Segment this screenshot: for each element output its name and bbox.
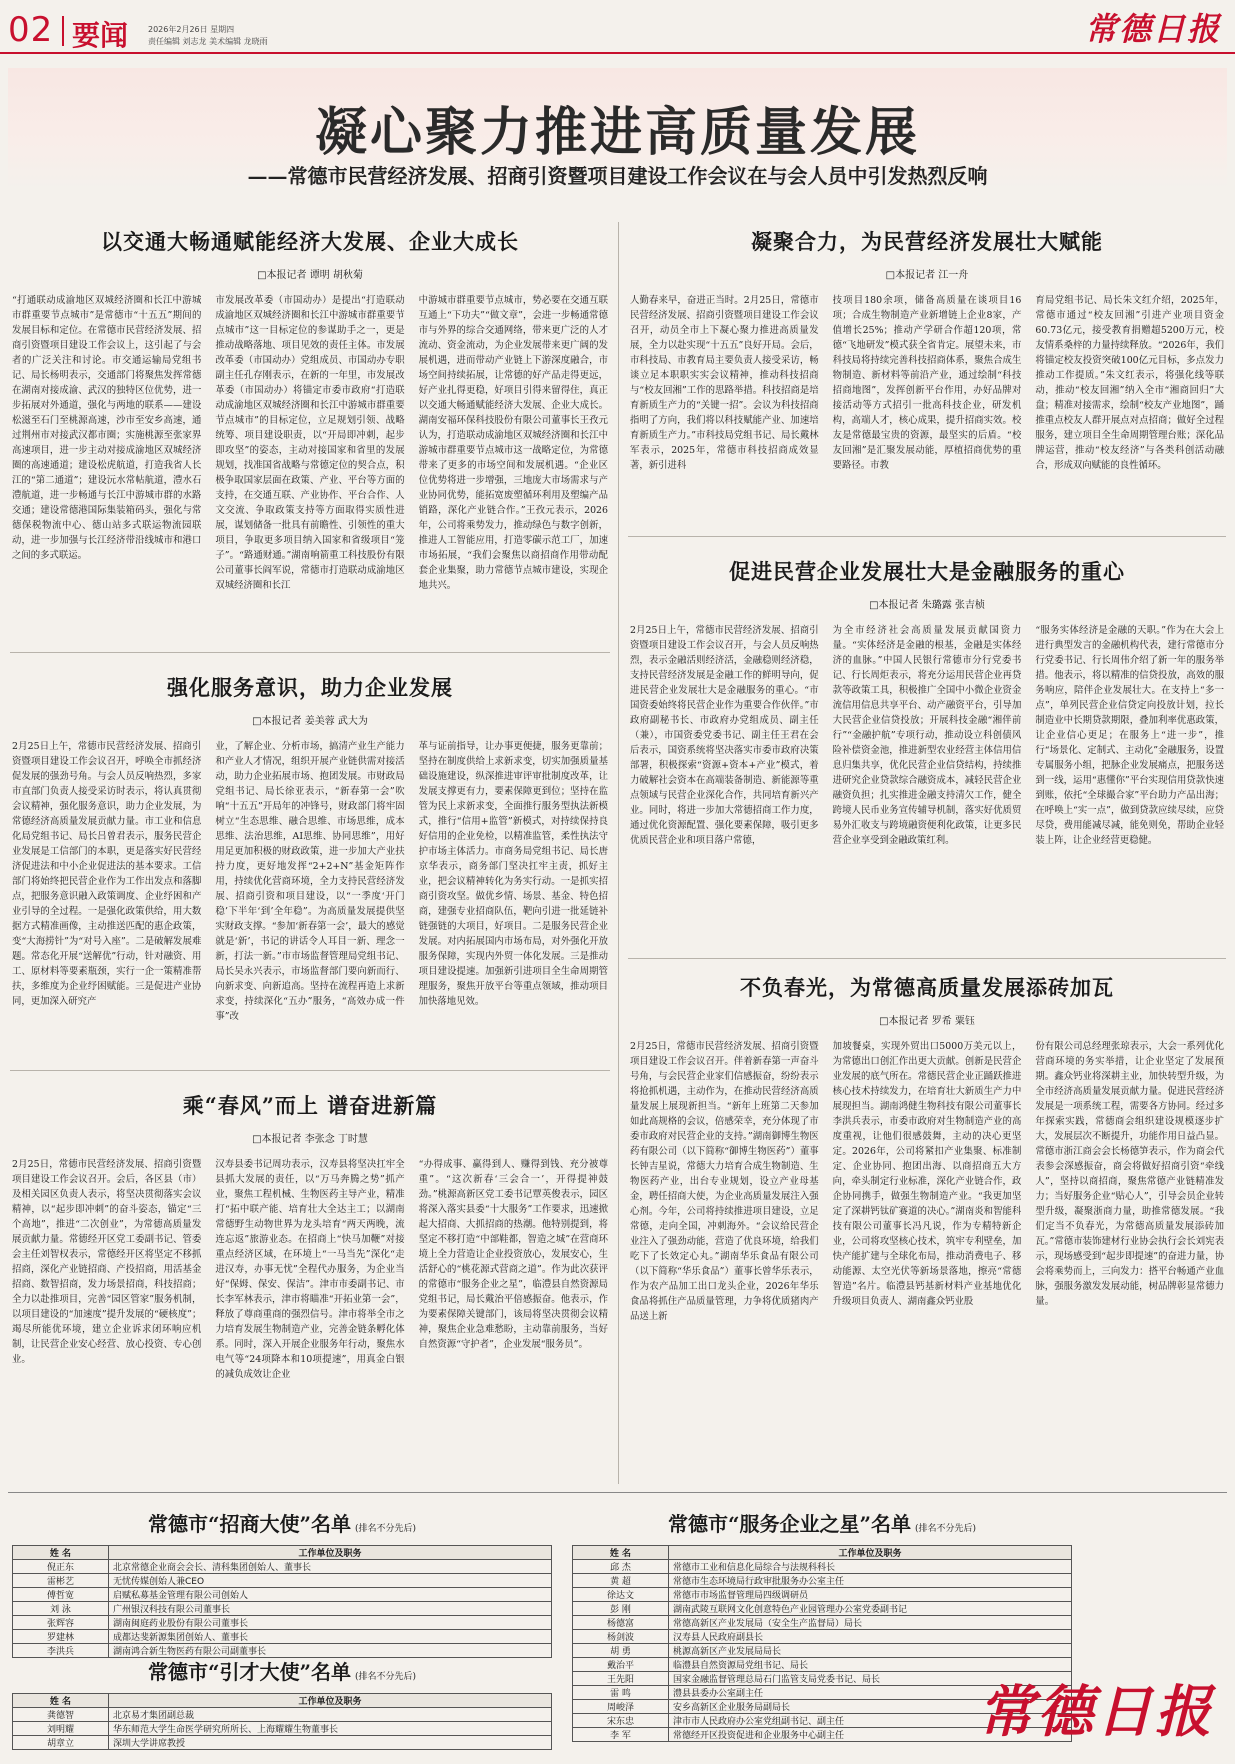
list-table: [12, 1693, 552, 1750]
article-column: 革与证前指导，让办事更便捷，服务更靠前；坚持在制度供给上求新求变，切实加强质量基础设施建设，纵深推进审评审批制度改革，让发展支撑更有力，要素保障更到位；坚持在监管为民上求新求变，全面推行服务型执法新模式，推行“信用+监管”新模式，对持续保持良好信用的企业免检，以精准监管，柔性执法守护市场主体活力。市商务局党组书记、局长唐京华表示，商务部门坚决扛牢主责，抓好主业，把会议精神转化为务实行动。一是抓实招商引资攻坚。做优乡情、场景、基金、特色招商，建强专业招商队伍，靶向引进一批延链补链强链的大项目，好项目。二是服务民营企业发展。对内拓展国内市场布局，对外强化开放服务保障，实现内外贸一体化发展。三是推动项目建设提速。加强新引进项目全生命周期管理服务，聚焦开放平台等重点领域，推动项目加快落地见效。: [418, 741, 608, 1007]
list-title: 常德市“招商大使”名单: [147, 1512, 351, 1536]
list-title: 常德市“引才大使”名单: [147, 1660, 351, 1684]
person-position: 常德高新区产业发展局（安全生产监督局）局长: [669, 1616, 1072, 1630]
article-transport: [12, 226, 608, 646]
article-spring-wind: [12, 1090, 608, 1484]
person-name: 李洪兵: [13, 1644, 109, 1658]
person-position: 常德市市场监督管理局四级调研员: [669, 1588, 1072, 1602]
person-name: 张辉容: [13, 1616, 109, 1630]
section-title: 要闻: [72, 19, 129, 52]
table-row: [13, 1722, 552, 1736]
masthead-separator: [62, 16, 64, 46]
person-name: 邱 杰: [573, 1560, 669, 1574]
person-position: 湖南武陵互联网文化创意特色产业园管理办公室党委副书记: [669, 1602, 1072, 1616]
person-name: 戴治平: [573, 1658, 669, 1672]
person-name: 雷彬艺: [13, 1574, 109, 1588]
article-column: 汉寿县委书记周功表示，汉寿县将坚决扛牢全县抓大发展的责任，以“万马奔腾之势”抓产业，聚焦工程机械、生物医药主导产业，精准打“拓中联产能、培育壮大全达主工；以湖南常德野生动物世界为龙头培育“两天两晚，流连忘返”旅游业态。在招商上“快马加鞭”对接重点经济区域，在环境上“一马当先”深化“走进汉寿，办事无忧”全程代办服务，为企业当好“保姆、保安、保洁”。津市市委副书记、市长李军林表示，津市将瞄准“开拓业第一会”，释放了尊商重商的强烈信号。津市将举全市之力培育发展生物制造产业，完善金链条孵化体系。同时，深入开展企业服务年行动，聚焦水电气等“24项降本和10项提速”，用真金白银的减负成效让企业: [215, 1159, 405, 1380]
article-column: 2月25日，常德市民营经济发展、招商引资暨项目建设工作会议召开。会后，各区县（市）及相关园区负责人表示，将坚决贯彻落实会议精神，以“起步即冲刺”的奋斗姿态，锚定“三个高地”，推进“二次创业”，为常德高质量发展贡献力量。常德经开区党工委副书记、管委会主任刘智权表示，常德经开区将坚定不移抓招商，深化产业链招商、产投招商，用活基金招商、数智招商，发力场景招商，科技招商；全力以赴推项目，完善“园区管家”服务机制，以项目建设的“加速度”提升发展的“硬核度”；竭尽所能优环境，建立企业诉求闭环响应机制，让民营企业安心经营、放心投资、专心创业。: [12, 1159, 202, 1365]
table-row: [573, 1630, 1072, 1644]
article-byline: □本报记者 李张念 丁时慧: [252, 1134, 368, 1145]
article-column: 2月25日上午，常德市民营经济发展、招商引资暨项目建设工作会议召开，呼唤全市抓经济促发展的强劲号角。与会人员反响热烈，多家市直部门负责人接受采访时表示，将认真贯彻会议精神，强化服务意识，助力企业发展，为常德经济高质量发展贡献力量。市工业和信息化局党组书记、局长吕曾君表示，服务民营企业发展是工信部门的本职，更是落实好民营经济促进法和中小企业促进法的基本要求。工信部门将始终把民营企业作为工作出发点和落脚点，把服务意识融入政策调度、企业纾困和产业引导的全过程。一是强化政策供给，用大数据方式精准画像，主动推送匹配的惠企政策，变“大海捞针”为“对号入座”。二是破解发展难题。常态化开展“送解优”行动，针对融资、用工、原材料等要素瓶颈，实行一企一策精准帮扶，多维度为企业纾困赋能。三是促进产业协同，更加深入研究产: [12, 741, 202, 1007]
list-investment-ambassadors: [12, 1508, 552, 1658]
article-column: 人勤春来早，奋进正当时。2月25日，常德市民营经济发展、招商引资暨项目建设工作会议召开，动员全市上下凝心聚力推进高质量发展，全力以赴实现“十五五”良好开局。会后，市科技局、市教育局主要负责人接受采访，畅谈立足本职职实实会议精神，推动科技招商与“校友回湘”工作的思路举措。科技招商是培育新质生产力的“关键一招”。会议为科技招商指明了方向，我们将以科技赋能产业、加速培育新质生产力。”市科技局党组书记、局长戴林军表示，2025年，常德市科技招商成效显著，新引进科: [630, 295, 819, 471]
article-divider: [628, 536, 1226, 537]
person-name: 雷 鸣: [573, 1686, 669, 1700]
person-position: 北京易才集团副总裁: [109, 1708, 552, 1722]
table-row: [573, 1574, 1072, 1588]
article-column: 为全市经济社会高质量发展贡献国资力量。“实体经济是金融的根基，金融是实体经济的血脉。”中国人民银行常德市分行党委书记、行长周炬表示，将充分运用民营企业再贷款等政策工具，积极推广全国中小微企业资金流信用信息共享平台、动产融资平台，引导加大民营企业信贷投放；开展科技金融“湘伴前行”“金融护航”专项行动，推动设立科创债风险补偿资金池，推进新型农业经营主体信用信息归集共享，优化民营企业信贷结构，持续推进研究企业贷款综合融资成本，减轻民营企业融资负担；扎实推进金融支持清欠工作，健全跨境人民币业务宣传辅导机制，落实好优质贸易外汇收支与跨境融资便利化政策，让更多民营企业享受到金融政策红利。: [832, 625, 1022, 846]
date-line: 2026年2月26日 星期四: [148, 25, 235, 34]
person-name: 胡 勇: [573, 1644, 669, 1658]
article-column: “办得成事、赢得到人、赚得到钱、充分被尊重”。“这次新春‘三会合一’，开得提神鼓劲。”桃源高新区党工委书记覃英俊表示，园区将深入落实县委“十大服务”工作要求，迅速掀起大招商、大抓招商的热潮。他特别提到，将坚定不移打造“中部鞋都，智造之城”在营商环境上全力营造让企业投资放心，发展安心，生活舒心的“桃花源式营商之道”。作为此次获评的常德市“服务企业之星”，临澧县自然资源局党组书记，局长戴治平倍感振奋。他表示，作为要素保障关键部门，该局将坚决贯彻会议精神，聚焦企业急难愁盼，主动靠前服务，当好自然资源“守护者”，企业发展“服务员”。: [418, 1159, 608, 1350]
person-name: 彭 刚: [573, 1602, 669, 1616]
article-column: 加坡餐桌，实现外贸出口5000万美元以上，为常德出口创汇作出更大贡献。创新是民营企业发展的底气所在。常德民营企业正踊跃推进核心技术持续发力，在培育壮大新质生产力中展现担当。湖南鸿健生物科技有限公司董事长李洪兵表示，市委市政府对生物制造产业的高度重视，让他们很感鼓舞，主动的决心更坚定。2026年，公司将紧扣产业集聚、标准制定、企业协同、抱团出海、以商招商五大方向，牵头制定行业标准，深化产业链合作，政企协同携手，做强生物制造产业。“我更加坚定了深耕钙钛矿赛道的决心。”湖南炎和智能科技有限公司董事长冯凡说，作为专精特新企业，公司将攻坚核心技术，筑牢专利壁垒，加快产能扩建与全球化布局，推动消费电子、移动能源、太空光伏等新场景落地，擦亮“常德智造”名片。临澧县钙基新材料产业基地优化升级项目负责人、湖南鑫众钙业股: [832, 1041, 1022, 1307]
article-byline: □本报记者 姜美蓉 武大为: [252, 716, 368, 727]
column-divider: [618, 222, 619, 1484]
col-header-position: 工作单位及职务: [109, 1546, 552, 1560]
person-position: 安乡高新区企业服务局副局长: [669, 1700, 1072, 1714]
table-row: [13, 1708, 552, 1722]
person-name: 宋东忠: [573, 1714, 669, 1728]
hero-title: 凝心聚力推进高质量发展: [314, 102, 920, 163]
person-position: 常德市生态环境局行政审批服务办公室主任: [669, 1574, 1072, 1588]
hero-subtitle: ——常德市民营经济发展、招商引资暨项目建设工作会议在与会人员中引发热烈反响: [247, 164, 988, 188]
person-name: 龚德智: [13, 1708, 109, 1722]
article-title: 乘“春风”而上 谱奋进新篇: [182, 1093, 438, 1118]
person-position: 桃源高新区产业发展局局长: [669, 1644, 1072, 1658]
person-position: 湖南闽庭药业股份有限公司董事长: [109, 1616, 552, 1630]
table-row: [13, 1736, 552, 1750]
person-name: 刘明耀: [13, 1722, 109, 1736]
page-number: 02: [8, 10, 54, 50]
table-row: [573, 1588, 1072, 1602]
person-name: 傅哲宽: [13, 1588, 109, 1602]
person-position: 汉寿县人民政府副县长: [669, 1630, 1072, 1644]
person-position: 无忧传媒创始人兼CEO: [109, 1574, 552, 1588]
article-finance: [630, 556, 1224, 952]
person-position: 临澧县自然资源局党组书记、局长: [669, 1658, 1072, 1672]
person-name: 王先阳: [573, 1672, 669, 1686]
person-name: 黄 超: [573, 1574, 669, 1588]
masthead: [0, 0, 1235, 58]
table-row: [573, 1616, 1072, 1630]
article-byline: □本报记者 朱璐露 张吉桢: [869, 600, 985, 611]
list-talent-ambassadors: [12, 1656, 552, 1750]
table-row: [13, 1602, 552, 1616]
list-table: [12, 1545, 552, 1658]
article-service: [12, 672, 608, 1064]
person-position: 华东师范大学生命医学研究所所长、上海耀耀生物董事长: [109, 1722, 552, 1736]
table-row: [13, 1616, 552, 1630]
person-position: 澧县县委办公室副主任: [669, 1686, 1072, 1700]
article-column: 2月25日上午，常德市民营经济发展、招商引资暨项目建设工作会议召开，与会人员反响热烈，表示金融活则经济活，金融稳则经济稳，支持民营经济发展是金融工作的鲜明导向，促进民营企业发展壮大是金融服务的重心。“市国资委始终将民营企业作为重要合作伙伴。”市政府副秘书长、市政府办党组成员、副主任（兼），市国资委党委书记、副主任王君在会后表示，国资系统将坚决落实市委市政府决策部署，积极探索“资源+资本+产业”模式，着力破解社会资本在高端装备制造、新能源等重点领域与民营企业深化合作，共同培育新兴产业。同时，将进一步加大常德招商工作力度，通过优化资源配置、强化要素保障，吸引更多优质民营企业和项目落户常德，: [630, 625, 819, 846]
article-divider: [628, 958, 1226, 959]
person-position: 常德市工业和信息化局综合与法规科科长: [669, 1560, 1072, 1574]
person-name: 李 军: [573, 1728, 669, 1742]
person-name: 杨德富: [573, 1616, 669, 1630]
article-title: 促进民营企业发展壮大是金融服务的重心: [729, 559, 1125, 584]
table-row: [13, 1574, 552, 1588]
col-header-position: 工作单位及职务: [669, 1546, 1072, 1560]
col-header-position: 工作单位及职务: [109, 1694, 552, 1708]
article-column: 份有限公司总经理张琼表示，大会一系列优化营商环境的务实举措，让企业坚定了发展预期。鑫众钙业将深耕主业，加快转型升级，为全市经济高质量发展贡献力量。促进民营经济发展是一项系统工程，需要各方协同。经过多年探索实践，常德商会组织建设规模逐步扩大，发展层次不断提升，功能作用日益凸显。常德市浙江商会会长杨德笋表示，作为商会代表参会深感振奋，商会将做好招商引资“牵线人”，坚持以商招商，聚焦常德产业链精准发力；当好服务企业“贴心人”，引导会员企业转型升级，凝聚浙商力量，助推常德发展。“我们定当不负春光，为常德高质量发展添砖加瓦。”常德市装饰建材行业协会执行会长刘宪表示，现场感受到“起步即提速”的奋进力量，协会将乘势而上，三向发力：搭平台畅通产业血脉，强服务激发发展动能，树品牌彰显常德力量。: [1035, 1041, 1225, 1307]
person-name: 徐达文: [573, 1588, 669, 1602]
person-name: 刘 泳: [13, 1602, 109, 1616]
article-private-economy: [630, 226, 1224, 530]
table-row: [13, 1630, 552, 1644]
article-column: “打通联动成渝地区双城经济圈和长江中游城市群重要节点城市”是常德市“十五五”期间的发展目标和定位。在常德市民营经济发展、招商引资暨项目建设工作会议上，这引起了与会者的广泛关注和讨论。市交通运输局党组书记、局长杨明表示，交通部门将聚焦发挥常德在湖南对接成渝、武汉的独特区位优势，进一步拓展对外通道，强化与两地的联系——建设松滋至石门至桃源高速，沙市至安乡高速，通过荆州市对接武汉都市圈；实施桃源至张家界高速项目，进一步主动对接成渝地区双城经济圈的高速通道；建设松虎航道，打造我省人长江的“第二通道”；建设沅水常帖航道，澧水石澧航道，进一步畅通与长江中游城市群的水路交通；建设常德港国际集装箱码头，强化与常德保税物流中心、德山站多式联运物流园联动，进一步加强与长江经济带沿线城市和港口之间的多式联运。: [12, 295, 202, 561]
list-note: (排名不分先后): [914, 1524, 977, 1534]
article-divider: [10, 1070, 610, 1071]
table-row: [573, 1560, 1072, 1574]
table-row: [13, 1588, 552, 1602]
article-title: 以交通大畅通赋能经济大发展、企业大成长: [101, 229, 519, 254]
list-note: (排名不分先后): [354, 1524, 417, 1534]
masthead-rule: [0, 52, 1235, 54]
newspaper-logo: 常德日报: [1084, 10, 1221, 48]
table-row: [573, 1602, 1072, 1616]
article-spring: [630, 972, 1224, 1482]
person-position: 津市市人民政府办公室党组副书记、副主任: [669, 1714, 1072, 1728]
col-header-name: 姓 名: [13, 1694, 109, 1708]
col-header-name: 姓 名: [13, 1546, 109, 1560]
article-column: 业，了解企业、分析市场，搞清产业生产能力和产业人才情况，组织开展产业链供需对接活动，助力企业拓展市场、抱团发展。市财政局党组书记、局长徐亚表示，“新春第一会”吹响“十五五”开局年的冲锋号，财政部门将牢固树立“生态思维、融合思维、市场思维，成本思维、法治思维，AI思维、协同思维”，用好用足更加积极的财政政策，进一步加大产业扶持力度，更好地发挥“2+2+N”基金矩阵作用，持续优化营商环境，全力支持民营经济发展、招商引资和项目建设，以“一季度‘开门稳’下半年‘到’全年稳”。为高质量发展提供坚实财政支撑。“参加‘新春第一会’，最大的感觉就是‘新’，书记的讲话令人耳目一新、理念一新，打法一新。”市市场监督管理局党组书记、局长吴永兴表示，市场监督部门要向新而行、向新求变、向新追高。坚持在流程再造上求新求变，持续深化“五办”服务，“高效办成一件事”改: [215, 741, 405, 1022]
person-position: 广州银汉科技有限公司董事长: [109, 1602, 552, 1616]
lists-divider: [8, 1492, 1227, 1493]
person-position: 国家金融监督管理总局石门监管支局党委书记、局长: [669, 1672, 1072, 1686]
article-byline: □本报记者 江一舟: [885, 270, 969, 281]
article-column: 中游城市群重要节点城市，势必要在交通互联互通上“下功夫”“做文章”，会进一步畅通常德市与外界的综合交通网络，带来更广泛的人才流动、资金流动，为企业发展带来更广阔的发展机遇，进而带动产业链上下游深度融合，市场空间持续拓展，让常德的好产品走得更远，好产业扎得更稳，好项目引得来留得住，真正以交通大畅通赋能经济大发展、企业大成长。湖南安福环保科技股份有限公司董事长王孜元认为，打造联动成渝地区双城经济圈和长江中游城市群重要节点城市这一战略定位，为常德带来了更多的市场空间和发展机遇。“企业区位优势将进一步增强，三地庞大市场需求与产业协同优势，能拓宽废塑循环利用及塑编产品销路，深化产业链合作。”王孜元表示，2026年，公司将乘势发力，推动绿色与数字创新，推进人工智能应用，打造零碳示范工厂，加速市场拓展，“我们会聚焦以商招商作用带动配套企业集聚，助力常德节点城市建设，实现企地共兴。: [418, 295, 608, 591]
list-title: 常德市“服务企业之星”名单: [667, 1512, 911, 1536]
article-byline: □本报记者 谭明 胡秋菊: [257, 270, 363, 281]
table-row: [573, 1644, 1072, 1658]
article-byline: □本报记者 罗希 粟钰: [879, 1016, 975, 1027]
table-row: [13, 1560, 552, 1574]
person-name: 胡章立: [13, 1736, 109, 1750]
article-title: 强化服务意识，助力企业发展: [167, 675, 453, 700]
person-position: 启赋私募基金管理有限公司创始人: [109, 1588, 552, 1602]
article-column: 2月25日，常德市民营经济发展、招商引资暨项目建设工作会议召开。伴着新春第一声奋斗号角，与会民营企业家们信感振奋，纷纷表示将抢抓机遇，主动作为，在推动民营经济高质量发展上展现新担当。“新年上班第二天参加如此高规格的会议，倍感荣幸，充分体现了市委市政府对民营企业的支持。”湖南御博生物医药有限公司（以下简称“御博生物医药”）董事长钟吉星说，常德大力培育合成生物制造、生物医药产业，出台专业规划，设立产业母基金，聘任招商大使，为企业高质量发展注入强心剂。今年，公司将持续推进项目建设，立足常德，走向全国，冲刺海外。“会议给民营企业注入了强劲动能，营造了优良环境，给我们吃下了长效定心丸。”湖南华乐食品有限公司（以下简称“华乐食品”）董事长曾华乐表示，作为农产品加工出口龙头企业，2026年华乐食品将抓住产品质量管理，力争将优质猪肉产品送上新: [630, 1041, 819, 1322]
article-title: 凝聚合力，为民营经济发展壮大赋能: [751, 229, 1103, 254]
person-name: 倪正东: [13, 1560, 109, 1574]
list-note: (排名不分先后): [354, 1672, 417, 1682]
article-column: 技项目180余项，储备高质量在谈项目16项；合成生物制造产业新增链上企业8家，产值增长25%；推动产学研合作超120项，常德“飞地研发”模式获全省肯定。展望未来，市科技局将持续完善科技招商体系，聚焦合成生物制造、新材料等前沿产业，通过绘制“科技招商地图”，发挥创新平台作用，办好品牌对接活动等方式招引一批高科技企业，研发机构，高端人才，核心成果，提升招商实效。校友是常德最宝贵的资源，最坚实的后盾。“校友回湘”是汇聚发展动能，厚植招商优势的重要路径。市教: [832, 295, 1022, 471]
person-name: 罗建林: [13, 1630, 109, 1644]
editor-line: 责任编辑 刘志龙 美术编辑 龙晓雨: [148, 37, 268, 46]
person-position: 北京常德企业商会会长、清科集团创始人、董事长: [109, 1560, 552, 1574]
person-position: 成都达斐新源集团创始人、董事长: [109, 1630, 552, 1644]
article-title: 不负春光，为常德高质量发展添砖加瓦: [740, 975, 1114, 1000]
article-column: “服务实体经济是金融的天职。”作为在大会上进行典型发言的金融机构代表，建行常德市分行党委书记、行长周伟介绍了新一年的服务举措。他表示，将以精准的信贷投放，高效的服务响应，陪伴企业发展壮大。在支持上“多一点”，单列民营企业信贷定向投放计划，拉长制造业中长期贷款期限，叠加利率优惠政策，让企业信心更足；在服务上“进一步”，推行“场景化、定制式、主动化”金融服务，设置专属服务小组，把脉企业发展痛点，把服务送到一线，运用“惠懂你”平台实现信用贷款快速到账，依托“全球撮合家”平台助力产品出海；在呼唤上“实一点”，做到贷款应续尽续，应贷尽贷，费用能减尽减，能免则免，帮助企业轻装上阵，让企业经营更稳健。: [1035, 625, 1225, 846]
newspaper-stamp: 常德日报: [978, 1679, 1214, 1745]
person-name: 杨剑波: [573, 1630, 669, 1644]
article-divider: [10, 652, 610, 653]
article-column: 育局党组书记、局长朱文红介绍，2025年，常德市通过“校友回湘”引进产业项目资金60.73亿元，接受教育捐赠超5200万元，校友情系桑梓的力量持续释放。“2026年，我们将锚定校友投资突破100亿元目标，多点发力推动工作提质。”朱文红表示，将强化线等联动，推动“校友回湘”纳入全市“湘商回归”大盘；精准对接需求，绘制“校友产业地图”，踊推重点校友人群开展点对点招商；做好全过程服务，建立项目全生命周期管理台账；深化品牌运营，推动“校友经济”与各类科创活动融合，形成双向赋能的良性循环。: [1035, 295, 1225, 471]
col-header-name: 姓 名: [573, 1546, 669, 1560]
person-position: 常德经开区投资促进和企业服务中心副主任: [669, 1728, 1072, 1742]
hero-banner: [8, 68, 1227, 190]
person-name: 周峻泽: [573, 1700, 669, 1714]
article-column: 市发展改革委（市国动办）是提出“打造联动成渝地区双城经济圈和长江中游城市群重要节点城市”这一目标定位的参谋助手之一，更是推动战略落地、项目见效的责任主体。市发展改革委（市国动办）党组成员、市国动办专职副主任孔存刚表示，在新的一年里，市发展改革委（市国动办）将锚定市委市政府“打造联动成渝地区双城经济圈和长江中游城市群重要节点城市”的目标定位，立足规划引领、战略统筹、项目建设职责，以“开局即冲刺，起步即攻坚”的姿态，主动对接国家和省里的发展规划，找准国省战略与常德定位的契合点，积极争取国家层面在政策、产业、平台等方面的支持，在交通互联、产业协作、平台合作、人文交流、争取政策支持等方面取得实质性进展，谋划储备一批具有前瞻性、引领性的重大项目，争取更多项目纳入国家和省级项目“笼子”。“路通财通。”湖南响箭重工科技股份有限公司董事长阎军说，常德市打造联动成渝地区双城经济圈和长江: [215, 295, 405, 591]
person-position: 湖南鸿合新生物医药有限公司副董事长: [109, 1644, 552, 1658]
person-position: 深圳大学讲席教授: [109, 1736, 552, 1750]
